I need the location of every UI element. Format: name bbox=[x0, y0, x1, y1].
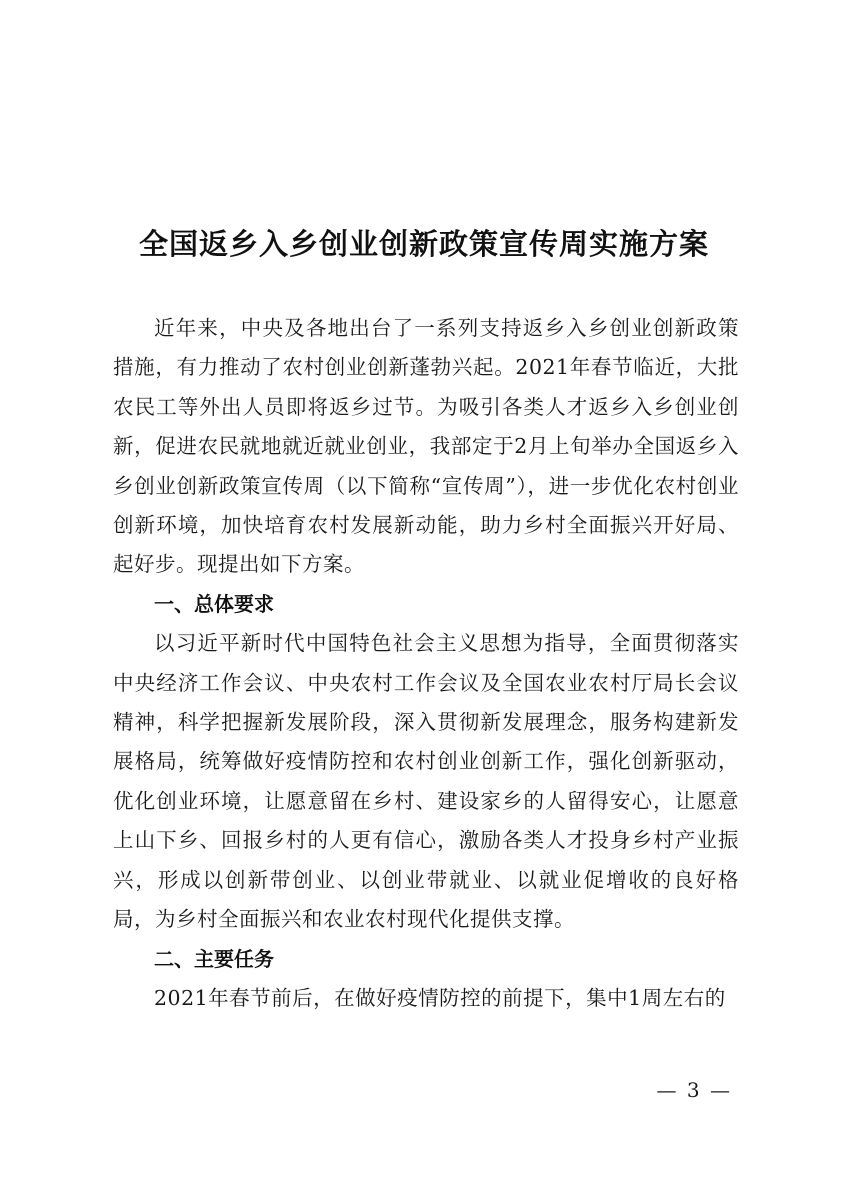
general-requirements-paragraph: 以习近平新时代中国特色社会主义思想为指导，全面贯彻落实中央经济工作会议、中央农村工作会议及全国农业农村厅局长会议精神，科学把握新发展阶段，深入贯彻新发展理念，服务构建新发展格局，统筹做好疫情防控和农村创业创新工作，强化创新驱动，优化创业环境，让愿意留在乡村、建设家乡的人留得安心，让愿意上山下乡、回报乡村的人更有信心，激励各类人才投身乡村产业振兴，形成以创新带创业、以创业带就业、以就业促增收的良好格局，为乡村全面振兴和农业农村现代化提供支撑。 bbox=[113, 631, 739, 932]
main-tasks-paragraph: 2021年春节前后，在做好疫情防控的前提下，集中1周左右的 bbox=[154, 985, 726, 1010]
section-heading-main-tasks: 二、主要任务 bbox=[154, 946, 274, 971]
intro-paragraph: 近年来，中央及各地出台了一系列支持返乡入乡创业创新政策措施，有力推动了农村创业创新蓬勃兴起。2021年春节临近，大批农民工等外出人员即将返乡过节。为吸引各类人才返乡入乡创业创新，促进农民就地就近就业创业，我部定于2月上旬举办全国返乡入乡创业创新政策宣传周（以下简称“宣传周”），进一步优化农村创业创新环境，加快培育农村发展新动能，助力乡村全面振兴开好局、起好步。现提出如下方案。 bbox=[113, 316, 739, 577]
section-heading-general-requirements: 一、总体要求 bbox=[154, 591, 274, 616]
document-title: 全国返乡入乡创业创新政策宣传周实施方案 bbox=[138, 227, 709, 261]
document-body bbox=[113, 309, 739, 1018]
page-number: — 3 — bbox=[656, 1078, 732, 1102]
